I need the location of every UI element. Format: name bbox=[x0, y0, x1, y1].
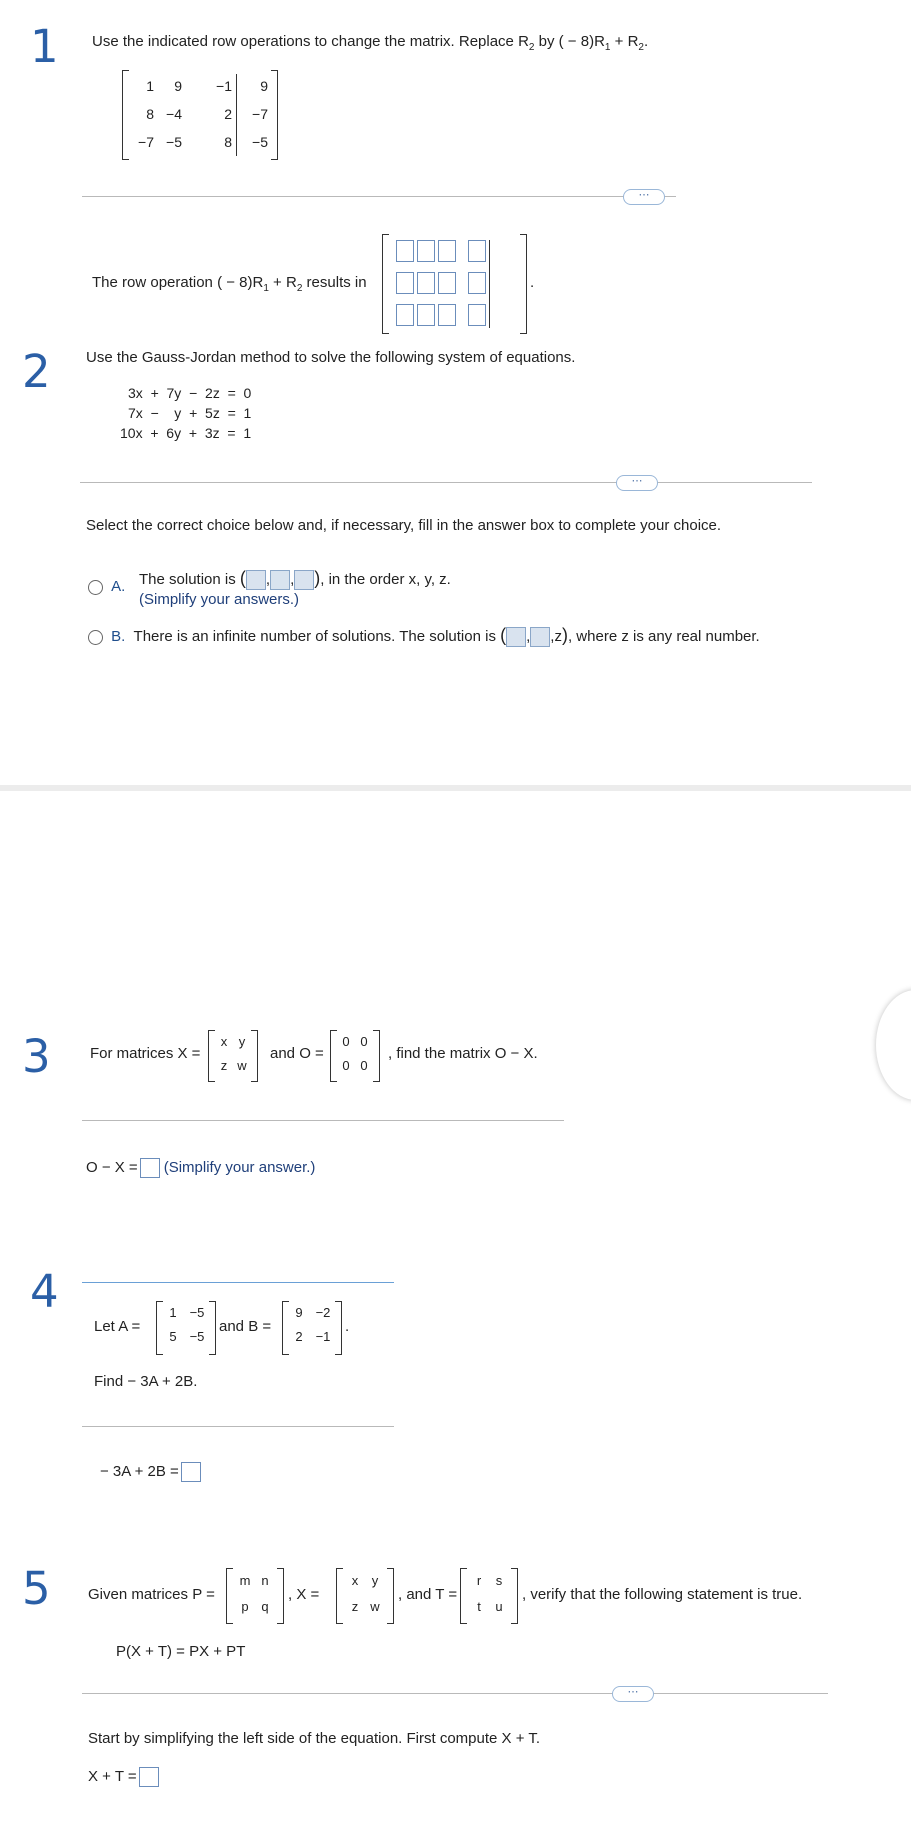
answer-box[interactable] bbox=[140, 1158, 160, 1178]
answer-box[interactable] bbox=[506, 627, 526, 647]
q2-more-button[interactable]: ⋯ bbox=[616, 475, 658, 491]
answer-box[interactable] bbox=[438, 304, 456, 326]
q4-find-text: Find − 3A + 2B. bbox=[94, 1373, 198, 1390]
answer-box[interactable] bbox=[181, 1462, 201, 1482]
q1-augmented-matrix bbox=[122, 70, 278, 160]
matrix-cell: −4 bbox=[166, 106, 182, 122]
q3-x-matrix: x y z w bbox=[208, 1030, 258, 1082]
answer-box[interactable] bbox=[396, 240, 414, 262]
matrix-cell: 9 bbox=[260, 78, 268, 94]
q5-divider bbox=[82, 1693, 828, 1694]
q2-divider bbox=[80, 482, 812, 483]
answer-box[interactable] bbox=[396, 272, 414, 294]
answer-box[interactable] bbox=[139, 1767, 159, 1787]
q1-instruction: Use the indicated row operations to change the matrix. Replace $R_2$ by ( − $8)R_1 + R_2$. bbox=[92, 33, 649, 53]
q1-answer-matrix bbox=[382, 234, 527, 334]
q2-choice-a-hint: (Simplify your answers.) bbox=[139, 591, 300, 608]
q5-suffix: , verify that the following statement is true. bbox=[522, 1586, 803, 1603]
q5-t-label: , and T = bbox=[398, 1586, 458, 1603]
section-separator bbox=[0, 785, 911, 791]
problem-number-3: 3 bbox=[22, 1030, 51, 1083]
q2-instruction: Use the Gauss-Jordan method to solve the following system of equations. bbox=[86, 349, 576, 366]
q1-more-button[interactable]: ⋯ bbox=[623, 189, 665, 205]
q4-divider bbox=[82, 1426, 394, 1427]
choice-a-radio[interactable] bbox=[88, 580, 103, 595]
q5-t-matrix: r s t u bbox=[460, 1568, 518, 1624]
answer-box[interactable] bbox=[468, 272, 486, 294]
problem-number-5: 5 bbox=[22, 1562, 51, 1615]
answer-box[interactable] bbox=[270, 570, 290, 590]
q3-and-text: and O = bbox=[270, 1045, 324, 1062]
q2-choice-b[interactable]: B. There is an infinite number of solutions. The solution is ( , ,z), where z is any real number. bbox=[88, 625, 760, 647]
q5-start-text: Start by simplifying the left side of the equation. First compute X + T. bbox=[88, 1730, 541, 1747]
q5-more-button[interactable]: ⋯ bbox=[612, 1686, 654, 1702]
q5-x-matrix: x y z w bbox=[336, 1568, 394, 1624]
answer-box[interactable] bbox=[468, 240, 486, 262]
q2-choice-a-text: The solution is ( , , ), in the order x, y, z. bbox=[139, 568, 451, 590]
answer-box[interactable] bbox=[246, 570, 266, 590]
matrix-cell: 8 bbox=[146, 106, 154, 122]
answer-box[interactable] bbox=[468, 304, 486, 326]
problem-number-1: 1 bbox=[30, 20, 59, 73]
q3-answer: O − X = (Simplify your answer.) bbox=[86, 1158, 315, 1178]
matrix-cell: −1 bbox=[216, 78, 232, 94]
q4-a-matrix: 1 −5 5 −5 bbox=[156, 1301, 216, 1355]
q5-p-matrix: m n p q bbox=[226, 1568, 284, 1624]
matrix-cell: 2 bbox=[224, 106, 232, 122]
answer-box[interactable] bbox=[396, 304, 414, 326]
q3-o-matrix: 0 0 0 0 bbox=[330, 1030, 380, 1082]
q5-prefix: Given matrices P = bbox=[88, 1586, 215, 1603]
next-nav-button[interactable] bbox=[876, 990, 911, 1100]
q1-result-text: The row operation ( − $8)R_1 + R_2$ results in bbox=[92, 274, 367, 294]
choice-b-radio[interactable] bbox=[88, 630, 103, 645]
q2-choice-a[interactable]: A. bbox=[88, 578, 125, 595]
answer-box[interactable] bbox=[417, 304, 435, 326]
problem-number-4: 4 bbox=[30, 1265, 59, 1318]
answer-box[interactable] bbox=[417, 272, 435, 294]
answer-box[interactable] bbox=[417, 240, 435, 262]
q5-x-label: , X = bbox=[288, 1586, 320, 1603]
answer-box[interactable] bbox=[530, 627, 550, 647]
q5-statement: P(X + T) = PX + PT bbox=[116, 1643, 246, 1660]
q3-prefix: For matrices X = bbox=[90, 1045, 201, 1062]
q4-top-divider bbox=[82, 1282, 394, 1283]
q2-select-text: Select the correct choice below and, if necessary, fill in the answer box to complete your choice. bbox=[86, 517, 722, 534]
matrix-cell: 9 bbox=[174, 78, 182, 94]
q2-equation-1: 3x + 7y − 2z = 0 bbox=[128, 385, 252, 401]
q2-equation-2: 7x − y + 5z = 1 bbox=[128, 405, 252, 421]
q5-answer: X + T = bbox=[88, 1767, 159, 1787]
matrix-cell: −5 bbox=[252, 134, 268, 150]
matrix-cell: 8 bbox=[224, 134, 232, 150]
matrix-cell: −7 bbox=[252, 106, 268, 122]
q4-answer: − 3A + 2B = bbox=[100, 1462, 201, 1482]
q3-suffix: , find the matrix O − X. bbox=[388, 1045, 538, 1062]
answer-box[interactable] bbox=[294, 570, 314, 590]
q2-equation-3: 10x + 6y + 3z = 1 bbox=[120, 425, 252, 441]
answer-box[interactable] bbox=[438, 240, 456, 262]
q1-divider bbox=[82, 196, 676, 197]
q4-b-matrix: 9 −2 2 −1 bbox=[282, 1301, 342, 1355]
matrix-cell: −5 bbox=[166, 134, 182, 150]
problem-number-2: 2 bbox=[22, 345, 51, 398]
q4-let-text: Let A = bbox=[94, 1318, 141, 1335]
matrix-cell: −7 bbox=[138, 134, 154, 150]
q4-and-text: and B = bbox=[219, 1318, 272, 1335]
answer-box[interactable] bbox=[438, 272, 456, 294]
matrix-cell: 1 bbox=[146, 78, 154, 94]
q3-divider bbox=[82, 1120, 564, 1121]
